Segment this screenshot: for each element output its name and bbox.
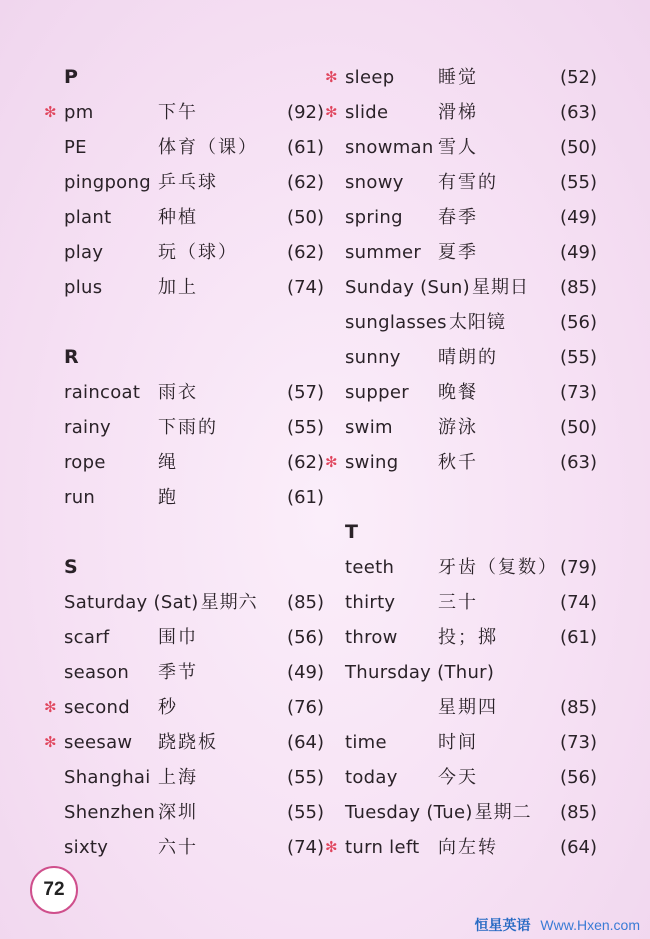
english-word: scarf — [64, 627, 110, 648]
chinese-meaning: 季节 — [158, 662, 198, 683]
page-reference: (63) — [560, 452, 597, 473]
page-reference: (57) — [287, 382, 324, 403]
page-reference: (73) — [560, 382, 597, 403]
english-word: Shanghai — [64, 767, 151, 788]
asterisk-icon: ✻ — [44, 733, 57, 751]
glossary-entry — [345, 130, 597, 165]
chinese-meaning: 星期六 — [200, 592, 258, 613]
spacer — [64, 305, 324, 340]
english-word: sunny — [345, 347, 401, 368]
page-reference: (62) — [287, 242, 324, 263]
chinese-meaning: 游泳 — [438, 417, 478, 438]
left-column — [44, 60, 324, 865]
english-word: second — [64, 697, 130, 718]
chinese-meaning: 三十 — [438, 592, 478, 613]
glossary-entry — [345, 760, 597, 795]
page-reference: (85) — [287, 592, 324, 613]
chinese-meaning: 星期二 — [474, 802, 532, 823]
glossary-entry — [345, 795, 597, 830]
chinese-meaning: 下午 — [158, 102, 198, 123]
english-word: summer — [345, 242, 422, 263]
chinese-meaning: 牙齿（复数） — [438, 557, 558, 578]
letter-heading: R — [64, 346, 79, 368]
glossary-entry — [64, 235, 324, 270]
letter-heading: P — [64, 66, 79, 88]
page-reference: (55) — [560, 347, 597, 368]
glossary-entry — [64, 410, 324, 445]
chinese-meaning: 夏季 — [438, 242, 478, 263]
page-reference: (49) — [287, 662, 324, 683]
glossary-entry — [345, 165, 597, 200]
chinese-meaning: 春季 — [438, 207, 478, 228]
english-word: Shenzhen — [64, 802, 156, 823]
english-word: snowy — [345, 172, 404, 193]
chinese-meaning: 雪人 — [438, 137, 478, 158]
page-reference: (61) — [560, 627, 597, 648]
asterisk-icon: ✻ — [325, 68, 338, 86]
letter-header — [64, 340, 324, 375]
asterisk-icon: ✻ — [44, 698, 57, 716]
page-reference: (62) — [287, 172, 324, 193]
english-word: turn left — [345, 837, 420, 858]
spacer — [64, 515, 324, 550]
english-word: pm — [64, 102, 94, 123]
glossary-entry — [64, 830, 324, 865]
english-word: run — [64, 487, 96, 508]
page-reference: (73) — [560, 732, 597, 753]
page-number: 72 — [30, 866, 78, 914]
chinese-meaning: 投；掷 — [438, 627, 498, 648]
chinese-meaning: 晴朗的 — [438, 347, 498, 368]
page-reference: (55) — [560, 172, 597, 193]
glossary-entry — [325, 95, 597, 130]
glossary-entry — [345, 690, 597, 725]
chinese-meaning: 乒乓球 — [158, 172, 218, 193]
english-word: rope — [64, 452, 106, 473]
english-word: Saturday (Sat) — [64, 592, 199, 613]
chinese-meaning: 跑 — [158, 487, 178, 508]
asterisk-icon: ✻ — [44, 103, 57, 121]
english-word: swim — [345, 417, 393, 438]
chinese-meaning: 向左转 — [438, 837, 498, 858]
page-reference: (74) — [287, 277, 324, 298]
english-word: time — [345, 732, 387, 753]
english-word: throw — [345, 627, 398, 648]
chinese-meaning: 有雪的 — [438, 172, 498, 193]
page-reference: (50) — [560, 417, 597, 438]
chinese-meaning: 秋千 — [438, 452, 478, 473]
chinese-meaning: 绳 — [158, 452, 178, 473]
letter-heading: T — [345, 521, 359, 543]
glossary-entry — [345, 550, 597, 585]
page-reference: (55) — [287, 417, 324, 438]
page-reference: (56) — [287, 627, 324, 648]
page-reference: (50) — [560, 137, 597, 158]
english-word: plant — [64, 207, 112, 228]
glossary-entry — [345, 200, 597, 235]
chinese-meaning: 加上 — [158, 277, 198, 298]
page-reference: (50) — [287, 207, 324, 228]
page-reference: (74) — [560, 592, 597, 613]
page-reference: (92) — [287, 102, 324, 123]
chinese-meaning: 时间 — [438, 732, 478, 753]
english-word: spring — [345, 207, 403, 228]
asterisk-icon: ✻ — [325, 838, 338, 856]
page-reference: (55) — [287, 802, 324, 823]
chinese-meaning: 种植 — [158, 207, 198, 228]
footer-brand: 恒星英语 — [474, 917, 531, 933]
chinese-meaning: 上海 — [158, 767, 198, 788]
english-word: swing — [345, 452, 399, 473]
chinese-meaning: 下雨的 — [158, 417, 218, 438]
glossary-entry — [64, 130, 324, 165]
chinese-meaning: 围巾 — [158, 627, 198, 648]
page-reference: (49) — [560, 207, 597, 228]
footer-watermark — [475, 915, 640, 935]
english-word: Thursday (Thur) — [345, 662, 495, 683]
page-reference: (61) — [287, 487, 324, 508]
page-reference: (56) — [560, 312, 597, 333]
glossary-entry — [345, 655, 597, 690]
page-reference: (61) — [287, 137, 324, 158]
glossary-entry — [64, 200, 324, 235]
glossary-entry — [64, 270, 324, 305]
page-reference: (62) — [287, 452, 324, 473]
glossary-entry — [44, 725, 324, 760]
letter-heading: S — [64, 556, 78, 578]
chinese-meaning: 星期日 — [471, 277, 529, 298]
glossary-entry — [64, 655, 324, 690]
footer-url: Www.Hxen.com — [540, 917, 640, 933]
asterisk-icon: ✻ — [325, 103, 338, 121]
english-word: today — [345, 767, 398, 788]
english-word: slide — [345, 102, 389, 123]
glossary-entry — [64, 795, 324, 830]
chinese-meaning: 体育（课） — [158, 137, 258, 158]
english-word: seesaw — [64, 732, 133, 753]
glossary-entry — [345, 340, 597, 375]
chinese-meaning: 玩（球） — [158, 242, 238, 263]
page-reference: (79) — [560, 557, 597, 578]
english-word: sleep — [345, 67, 395, 88]
page-reference: (64) — [287, 732, 324, 753]
english-word: thirty — [345, 592, 396, 613]
page-reference: (55) — [287, 767, 324, 788]
english-word: plus — [64, 277, 103, 298]
english-word: Tuesday (Tue) — [345, 802, 473, 823]
glossary-entry — [64, 445, 324, 480]
page-reference: (85) — [560, 802, 597, 823]
chinese-meaning: 太阳镜 — [448, 312, 506, 333]
english-word: PE — [64, 137, 87, 158]
page-reference: (64) — [560, 837, 597, 858]
glossary-entry — [64, 620, 324, 655]
chinese-meaning: 晚餐 — [438, 382, 478, 403]
glossary-entry — [345, 305, 597, 340]
page-reference: (56) — [560, 767, 597, 788]
page-reference: (85) — [560, 697, 597, 718]
letter-header — [64, 550, 324, 585]
english-word: teeth — [345, 557, 395, 578]
chinese-meaning: 秒 — [158, 697, 178, 718]
chinese-meaning: 睡觉 — [438, 67, 478, 88]
english-word: pingpong — [64, 172, 151, 193]
english-word: raincoat — [64, 382, 141, 403]
glossary-entry — [325, 445, 597, 480]
page-reference: (74) — [287, 837, 324, 858]
page-reference: (49) — [560, 242, 597, 263]
glossary-entry — [64, 480, 324, 515]
english-word: supper — [345, 382, 409, 403]
glossary-entry — [345, 270, 597, 305]
english-word: sixty — [64, 837, 109, 858]
english-word: season — [64, 662, 130, 683]
glossary-entry — [325, 830, 597, 865]
right-column — [325, 60, 597, 865]
english-word: rainy — [64, 417, 111, 438]
english-word: play — [64, 242, 104, 263]
chinese-meaning: 星期四 — [438, 697, 498, 718]
glossary-entry — [64, 585, 324, 620]
chinese-meaning: 今天 — [438, 767, 478, 788]
chinese-meaning: 雨衣 — [158, 382, 198, 403]
glossary-entry — [325, 60, 597, 95]
glossary-entry — [44, 690, 324, 725]
chinese-meaning: 六十 — [158, 837, 198, 858]
letter-header — [64, 60, 324, 95]
glossary-entry — [64, 760, 324, 795]
glossary-entry — [345, 725, 597, 760]
glossary-entry — [345, 235, 597, 270]
glossary-entry — [345, 620, 597, 655]
chinese-meaning: 滑梯 — [438, 102, 478, 123]
page-reference: (63) — [560, 102, 597, 123]
page-reference: (52) — [560, 67, 597, 88]
chinese-meaning: 跷跷板 — [158, 732, 218, 753]
page-reference: (85) — [560, 277, 597, 298]
english-word: snowman — [345, 137, 434, 158]
asterisk-icon: ✻ — [325, 453, 338, 471]
letter-header — [345, 515, 597, 550]
spacer — [345, 480, 597, 515]
english-word: sunglasses — [345, 312, 447, 333]
chinese-meaning: 深圳 — [158, 802, 198, 823]
glossary-entry — [345, 410, 597, 445]
glossary-entry — [345, 585, 597, 620]
glossary-entry — [64, 375, 324, 410]
english-word: Sunday (Sun) — [345, 277, 470, 298]
glossary-entry — [44, 95, 324, 130]
glossary-entry — [345, 375, 597, 410]
glossary-entry — [64, 165, 324, 200]
page-reference: (76) — [287, 697, 324, 718]
